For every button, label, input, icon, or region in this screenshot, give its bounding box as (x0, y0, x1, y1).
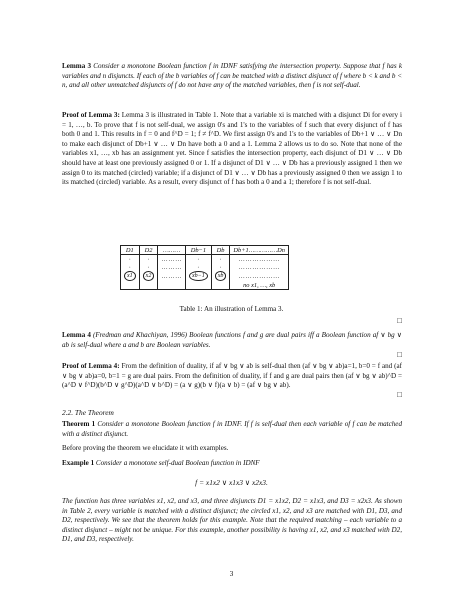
before-proof-text: Before proving the theorem we elucidate it with examples. (62, 444, 229, 452)
table-cell: ……………… (230, 255, 289, 264)
lemma4-text: (Fredman and Khachiyan, 1996) Boolean functions f and g are dual pairs iff a Boolean function af ∨ bg ∨ ab is self-dual where a and b are Boolean variables. (62, 331, 402, 349)
example1-label: Example 1 (62, 459, 95, 467)
table-cell (139, 281, 158, 290)
table-cell (158, 281, 186, 290)
lemma3-paragraph (62, 62, 402, 91)
table-header-cell: D1 (121, 246, 140, 255)
circled-variable: x1 (124, 271, 136, 281)
table-header-row (121, 246, 289, 255)
table-header-cell: ……… (158, 246, 186, 255)
lemma3-label: Lemma 3 (62, 62, 92, 70)
table-cell: · (186, 255, 212, 264)
table-cell (186, 281, 212, 290)
table-cell (186, 271, 212, 281)
table-cell: · (121, 255, 140, 264)
table-cell: ……… (158, 255, 186, 264)
circled-variable: xb (215, 271, 227, 281)
lemma4-label: Lemma 4 (62, 331, 91, 339)
table-1 (120, 245, 289, 290)
table-cell (121, 281, 140, 290)
table-header-cell: Db (211, 246, 230, 255)
table-footer-cell: no x1, …, xb (230, 281, 289, 290)
theorem1-paragraph (62, 420, 402, 439)
theorem1-text: Consider a monotone Boolean function f in IDNF. If f is self-dual then each variable of f can be matched with a distinct disjunct. (62, 420, 402, 438)
table-cell: ……………… (230, 263, 289, 271)
example1-formula: f = x1x2 ∨ x1x3 ∨ x2x3. (195, 478, 268, 487)
proof3-paragraph (62, 111, 402, 188)
theorem1-label: Theorem 1 (62, 420, 96, 428)
table-cell: · (139, 255, 158, 264)
table-cell: · (211, 263, 230, 271)
example1-body: The function has three variables x1, x2, and x3, and three disjuncts D1 = x1x2, D2 = x1x3, and D3 = x2x3. As shown in Table 2, every variable is matched with a distinct disjunct; the circled x1, x2, and x3 are matched with D1, D3, and D2, respectively. We see that the theorem holds for this example. Note that the required matching – each variable to a distinct disjunct – might not be unique. For this example, another possibility is having x1, x2, and x3 matched with D2, D1, and D3, respectively. (62, 497, 402, 544)
circled-variable: xb−1 (189, 271, 208, 281)
table-cell: · (121, 263, 140, 271)
proof4-label: Proof of Lemma 4: (62, 362, 120, 370)
lemma3-text: Consider a monotone Boolean function f in IDNF satisfying the intersection property. Suppose that f has k variables and n disjuncts. If each of the b variables of f can be matched with a distinct disjunct of f where b < k and b < n, and all other unmatched disjuncts of f do not have any of the matched variables, then f is not self-dual. (62, 62, 402, 90)
table-cell: · (139, 263, 158, 271)
table-cell: · (186, 263, 212, 271)
qed-symbol: □ (397, 316, 402, 325)
table-cell (211, 281, 230, 290)
table-1-caption: Table 1: An illustration of Lemma 3. (179, 305, 284, 313)
page-number: 3 (229, 569, 234, 578)
circled-variable: x2 (143, 271, 155, 281)
table-row (121, 263, 289, 271)
table-cell: ……… (158, 271, 186, 281)
table-cell: ……………… (230, 271, 289, 281)
table-cell (121, 271, 140, 281)
proof3-text: Lemma 3 is illustrated in Table 1. Note that a variable xi is matched with a disjunct Di for every i = 1, …, b. To prove that f is not self-dual, we assign 0's and 1's to the variables of f such that every disjunct of f has both 0 and 1. This results in f = 0 and f^D = 1; f ≠ f^D. We first assign 0's and 1's to the variables of Db+1 ∨ … ∨ Dn to make each disjunct of Db+1 ∨ … ∨ Dn have both a 0 and a 1. Lemma 2 allows us to do so. Note that none of the variables x1, …, xb has an assignment yet. Since f satisfies the intersection property, each disjunct of D1 ∨ … ∨ Db should have at least one previously assigned 0 or 1. If a disjunct of D1 ∨ … ∨ Db has a previously assigned 1 then we assign 0 to its matched (circled) variable; if a disjunct of D1 ∨ … ∨ Db has a previously assigned 0 then we assign 1 to its matched (circled) variable. As a result, every disjunct of f has both a 0 and a 1; therefore f is not self-dual. (62, 111, 402, 187)
proof3-label: Proof of Lemma 3: (62, 111, 120, 119)
table-header-cell: D2 (139, 246, 158, 255)
qed-symbol: □ (397, 350, 402, 359)
table-row (121, 281, 289, 290)
table-row (121, 271, 289, 281)
table-header-cell: Db+1……………Dn (230, 246, 289, 255)
table-row (121, 255, 289, 264)
section-heading: 2.2. The Theorem (62, 408, 114, 417)
table-cell (139, 271, 158, 281)
example1-paragraph (62, 459, 402, 469)
proof4-paragraph (62, 362, 402, 391)
proof4-text: From the definition of duality, if af ∨ bg ∨ ab is self-dual then (af ∨ bg ∨ ab)a=1, b=0 = f and (af ∨ bg ∨ ab)a=0, b=1 = g are dual pairs. From the definition of duality, if f and g are dual pairs then (af ∨ bg ∨ ab)^D = (a^D ∨ f^D)(b^D ∨ g^D)(a^D ∨ b^D) = (a ∨ g)(b ∨ f)(a ∨ b) = (af ∨ bg ∨ ab). (62, 362, 402, 390)
table-cell: · (211, 255, 230, 264)
qed-symbol: □ (397, 390, 402, 399)
table-header-cell: Db−1 (186, 246, 212, 255)
example1-text: Consider a monotone self-dual Boolean function in IDNF (95, 459, 260, 467)
table-cell: ……… (158, 263, 186, 271)
lemma4-paragraph (62, 331, 402, 350)
table-cell (211, 271, 230, 281)
